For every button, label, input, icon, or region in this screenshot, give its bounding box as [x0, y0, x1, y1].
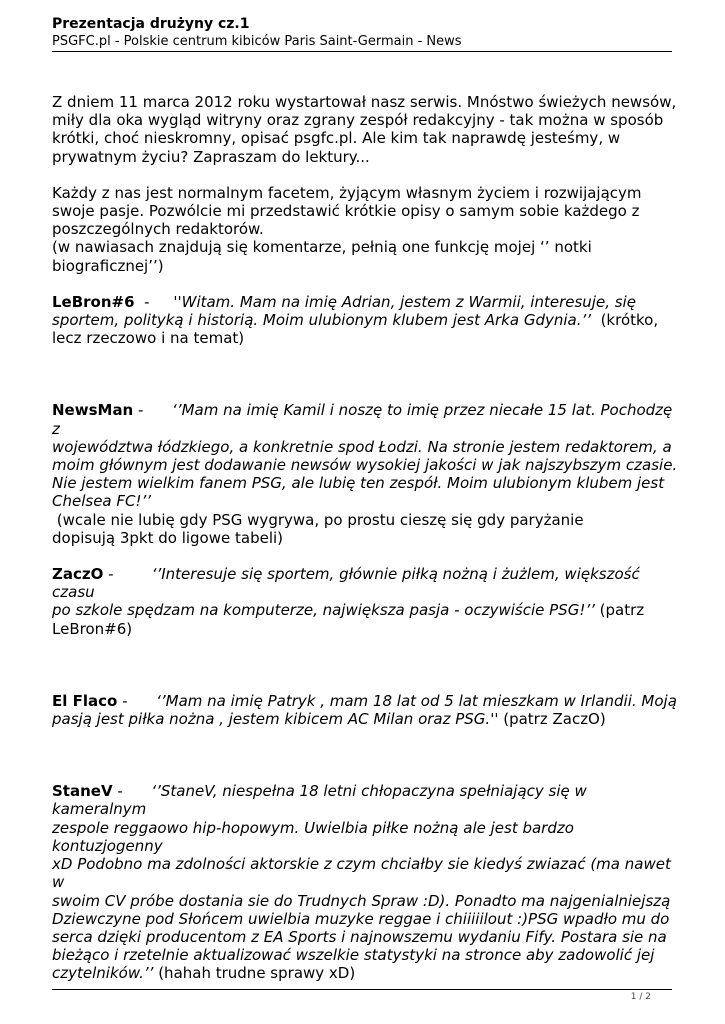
member-bio-zaczo: ZaczO - ‘’Interesuje się sportem, głównie piłką nożną i żużlem, większość czasu po szkole spędzam na komputerze, największa pasja - oczywiście PSG!’’ (patrz LeBron#6) [52, 565, 645, 638]
member-bio-el-flaco: El Flaco - ‘’Mam na imię Patryk , mam 18 lat od 5 lat mieszkam w Irlandii. Moją pasją jest piłka nożna , jestem kibicem AC Milan oraz PSG.'' (patrz ZaczO) [52, 691, 677, 729]
member-name: El Flaco [52, 691, 118, 710]
document-title: Prezentacja drużyny cz.1 [52, 16, 250, 32]
member-name: NewsMan [52, 401, 134, 420]
page-number: 1 / 2 [630, 992, 651, 1002]
member-bio-lebron: LeBron#6 - ''Witam. Mam na imię Adrian, jestem z Warmii, interesuje, się sportem, polityką i historią. Moim ulubionym klubem jest Arka Gdynia.’’ (krótko, lecz rzeczowo i na temat) [52, 292, 659, 348]
footer-divider [52, 989, 672, 990]
member-name: StaneV [52, 782, 113, 801]
header-divider [52, 51, 672, 52]
article-body [52, 93, 680, 983]
document-subtitle: PSGFC.pl - Polskie centrum kibiców Paris Saint-Germain - News [52, 34, 462, 49]
intro-paragraph-1: Z dniem 11 marca 2012 roku wystartował nasz serwis. Mnóstwo świeżych newsów, miły dla oka wygląd witryny oraz zgrany zespół redakcyjny - tak można w sposób krótki, choć nieskromny, opisać psgfc.pl. Ale kim tak naprawdę jesteśmy, w prywatnym życiu? Zapraszam do lektury... [52, 93, 677, 166]
member-bio-stanev: StaneV - ‘’StaneV, niespełna 18 letni chłopaczyna spełniający się w kameralnym zespole reggaowo hip-hopowym. Uwielbia piłke nożną ale jest bardzo kontuzjogenny xD Podobno ma zdolności aktorskie z czym chciałby sie kiedyś zwiazać (ma nawet w swoim CV próbe dostania sie do Trudnych Spraw :D). Ponadto ma najgenialniejszą Dziewczyne pod Słońcem uwielbia muzyke reggae i chiiiiilout :)PSG wpadło mu do serca dzięki producentom z EA Sports i najnowszemu wydaniu Fify. Postara sie na bieżąco i rzetelnie aktualizować wszelkie statystyki na stronce aby zadowolić jej czytelników.’’ (hahah trudne sprawy xD) [52, 782, 671, 983]
member-bio-newsman: NewsMan - ‘’Mam na imię Kamil i noszę to imię przez niecałe 15 lat. Pochodzę z województwa łódzkiego, a konkretnie spod Łodzi. Na stronie jestem redaktorem, a moim głównym jest dodawanie newsów wysokiej jakości w jak najszybszym czasie. Nie jestem wielkim fanem PSG, ale lubię ten zespół. Moim ulubionym klubem jest Chelsea FC!’’ (wcale nie lubię gdy PSG wygrywa, po prostu cieszę się gdy paryżanie dopisują 3pkt do ligowe tabeli) [52, 401, 678, 547]
member-name: ZaczO [52, 565, 104, 584]
member-name: LeBron#6 [52, 292, 135, 311]
document-header [52, 15, 672, 51]
intro-paragraph-2: Każdy z nas jest normalnym facetem, żyjącym własnym życiem i rozwijającym swoje pasje. Pozwólcie mi przedstawić krótkie opisy o samym sobie każdego z poszczególnych redaktorów. (w nawiasach znajdują się komentarze, pełnią one funkcję mojej ‘’ notki biograficznej’’) [52, 183, 642, 275]
